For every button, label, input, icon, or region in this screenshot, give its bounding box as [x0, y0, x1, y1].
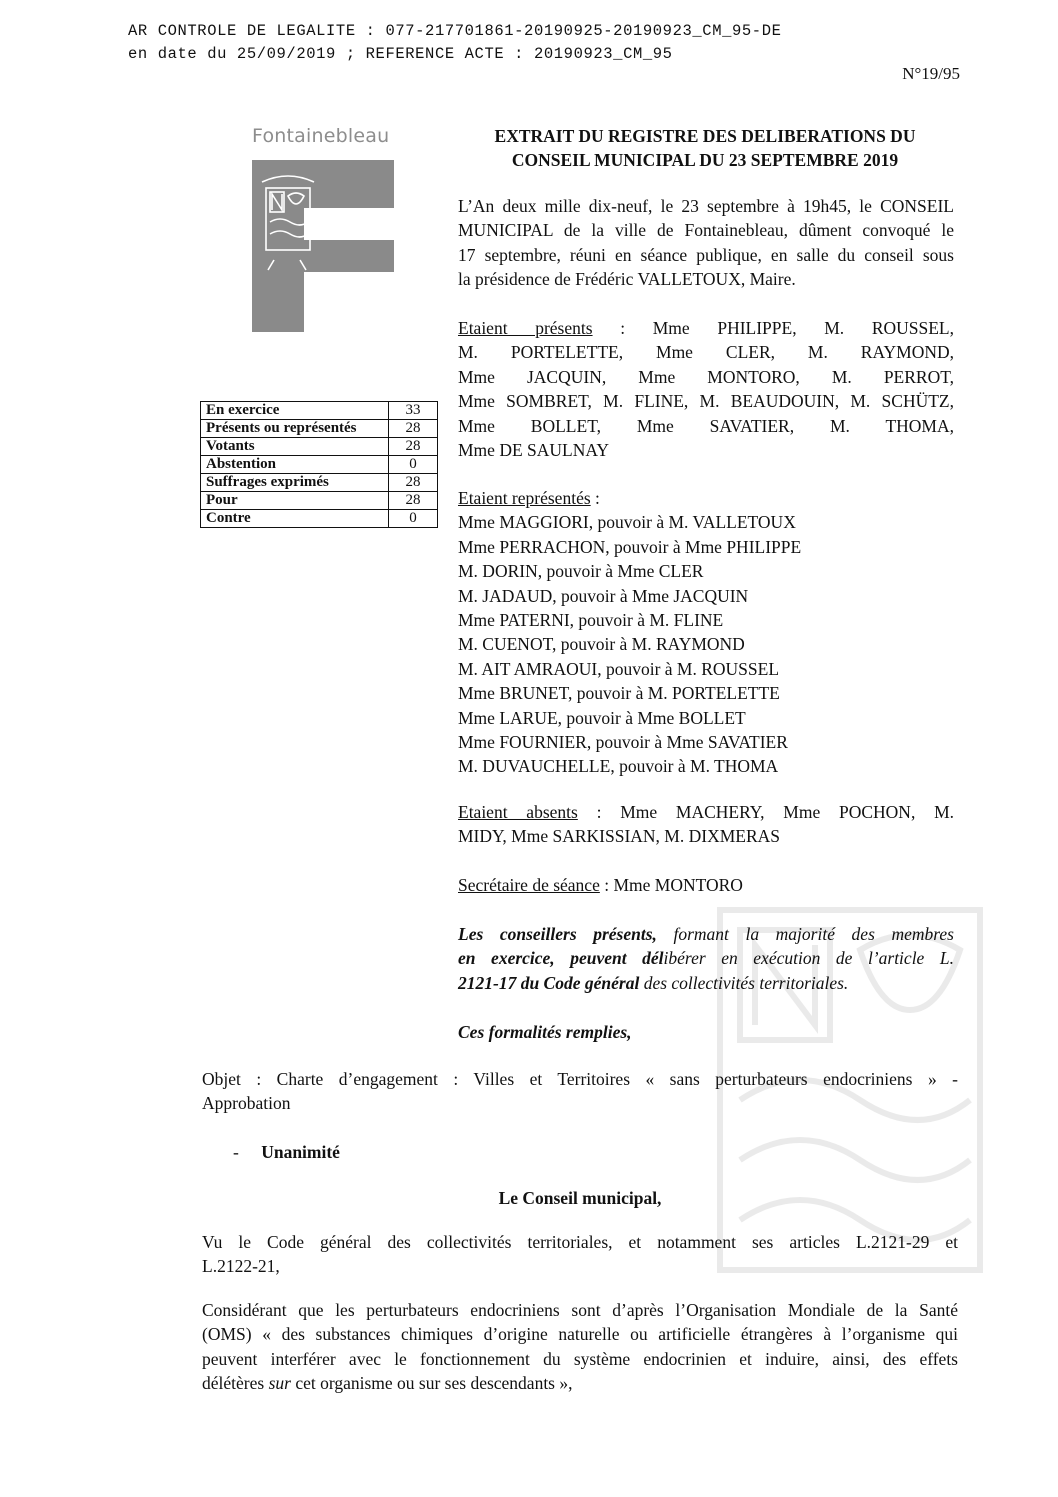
- vote-label: Abstention: [201, 456, 389, 474]
- text-line: [458, 873, 954, 897]
- text-line: Vu le Code général des collectivités territoriales, et notamment ses articles L.2121-29 et: [202, 1232, 958, 1252]
- list-item: M. DORIN, pouvoir à Mme CLER: [458, 561, 704, 582]
- list-item: Mme MAGGIORI, pouvoir à M. VALLETOUX: [458, 512, 796, 533]
- table-row: [201, 402, 438, 420]
- vote-value: 33: [389, 402, 438, 420]
- text: cet organisme ou sur ses descendants »,: [290, 1373, 573, 1394]
- italic-text: sur: [268, 1373, 291, 1394]
- text: délétères: [202, 1373, 269, 1394]
- text-line: Approbation: [202, 1093, 291, 1114]
- table-row: [201, 456, 438, 474]
- decision-label: Unanimité: [261, 1142, 340, 1162]
- label-suffix: :: [590, 488, 600, 508]
- bold-text: Les conseillers présents,: [458, 924, 657, 944]
- city-logo-text: Fontainebleau: [252, 125, 390, 147]
- represented-paragraph: [458, 486, 954, 779]
- secretary-label: Secrétaire de séance: [458, 875, 600, 895]
- text-line: [458, 486, 954, 510]
- text-line: MUNICIPAL de la ville de Fontainebleau, dûment convoqué le: [458, 220, 954, 241]
- decision-dash: -: [233, 1142, 239, 1162]
- text-line: Mme DE SAULNAY: [458, 440, 610, 461]
- list-item: M. JADAUD, pouvoir à Mme JACQUIN: [458, 585, 749, 606]
- list-item: Mme BRUNET, pouvoir à M. PORTELETTE: [458, 683, 780, 704]
- vote-value: 28: [389, 492, 438, 510]
- list-item: M. AIT AMRAOUI, pouvoir à M. ROUSSEL: [458, 658, 780, 679]
- text: des collectivités territoriales.: [639, 972, 849, 993]
- city-logo-icon: [252, 160, 394, 332]
- text: ibérer en exécution de l’article L.: [663, 948, 954, 969]
- object-paragraph: [202, 1067, 958, 1116]
- decision-line: [233, 1140, 340, 1164]
- text-line: L.2122-21,: [202, 1256, 280, 1277]
- secretary-name: : Mme MONTORO: [599, 875, 743, 895]
- intro-paragraph: [458, 194, 954, 292]
- vote-value: 28: [389, 438, 438, 456]
- text-line: Objet : Charte d’engagement : Villes et Territoires « sans perturbateurs endocriniens » -: [202, 1069, 958, 1089]
- vote-label: Suffrages exprimés: [201, 474, 389, 492]
- bold-text: 2121-17 du Code général: [458, 972, 640, 993]
- vote-value: 28: [389, 474, 438, 492]
- text: formant la majorité des membres: [656, 924, 954, 944]
- list-item: Mme FOURNIER, pouvoir à Mme SAVATIER: [458, 732, 788, 753]
- reference-line: en date du 25/09/2019 ; REFERENCE ACTE : 20190923_CM_95: [128, 45, 673, 63]
- vote-value: 0: [389, 456, 438, 474]
- document-title: [455, 124, 955, 172]
- table-row: [201, 438, 438, 456]
- vote-label: Contre: [201, 510, 389, 528]
- absents-label: Etaient absents: [458, 802, 578, 822]
- list-item: Mme LARUE, pouvoir à Mme BOLLET: [458, 707, 746, 728]
- table-row: [201, 492, 438, 510]
- absents-paragraph: [458, 800, 954, 849]
- secretary-paragraph: [458, 873, 954, 897]
- text-line: Mme BOLLET, Mme SAVATIER, M. THOMA,: [458, 415, 954, 436]
- title-line: EXTRAIT DU REGISTRE DES DELIBERATIONS DU: [494, 126, 916, 146]
- bold-text: en exercice, peuvent dél: [458, 948, 664, 969]
- text-line: (OMS) « des substances chimiques d’origine naturelle ou artificielle étrangères à l’organisme qui: [202, 1324, 958, 1345]
- list-item: M. CUENOT, pouvoir à M. RAYMOND: [458, 634, 745, 655]
- vote-results-table: [200, 401, 438, 528]
- text-line: L’An deux mille dix-neuf, le 23 septembre à 19h45, le CONSEIL: [458, 196, 954, 216]
- vu-paragraph: [202, 1230, 958, 1279]
- text-line: peuvent interférer avec le fonctionnement du système endocrinien et induire, ainsi, des effets: [202, 1348, 958, 1369]
- text-line: Mme JACQUIN, Mme MONTORO, M. PERROT,: [458, 366, 954, 387]
- text-line: [458, 800, 954, 824]
- council-heading: Le Conseil municipal,: [498, 1188, 662, 1208]
- list-item: Mme PERRACHON, pouvoir à Mme PHILIPPE: [458, 536, 802, 557]
- presents-label: Etaient présents: [458, 318, 593, 338]
- vote-label: En exercice: [201, 402, 389, 420]
- text-line: Considérant que les perturbateurs endocriniens sont d’après l’Organisation Mondiale de la Santé: [202, 1300, 958, 1320]
- absents-names: : Mme MACHERY, Mme POCHON, M.: [577, 802, 954, 822]
- text-line: 17 septembre, réuni en séance publique, en salle du conseil sous: [458, 244, 954, 265]
- vote-value: 0: [389, 510, 438, 528]
- text-line: la présidence de Frédéric VALLETOUX, Maire.: [458, 269, 796, 290]
- vote-label: Votants: [201, 438, 389, 456]
- title-line: CONSEIL MUNICIPAL DU 23 SEPTEMBRE 2019: [511, 150, 899, 170]
- text-line: [458, 316, 954, 340]
- represented-label: Etaient représentés: [458, 488, 591, 508]
- text-line: Mme SOMBRET, M. FLINE, M. BEAUDOUIN, M. SCHÜTZ,: [458, 391, 954, 412]
- list-item: Mme PATERNI, pouvoir à M. FLINE: [458, 610, 724, 631]
- text-line: M. PORTELETTE, Mme CLER, M. RAYMOND,: [458, 342, 954, 363]
- presents-names: : Mme PHILIPPE, M. ROUSSEL,: [592, 318, 954, 338]
- table-row: [201, 510, 438, 528]
- list-item: M. DUVAUCHELLE, pouvoir à M. THOMA: [458, 756, 779, 777]
- presents-paragraph: [458, 316, 954, 462]
- text-line: MIDY, Mme SARKISSIAN, M. DIXMERAS: [458, 826, 781, 847]
- formalities-line: Ces formalités remplies,: [458, 1022, 632, 1042]
- table-row: [201, 420, 438, 438]
- legal-control-line: AR CONTROLE DE LEGALITE : 077-217701861-20190925-20190923_CM_95-DE: [128, 22, 782, 40]
- deliberation-number: N°19/95: [902, 64, 960, 83]
- vote-label: Présents ou représentés: [201, 420, 389, 438]
- vote-value: 28: [389, 420, 438, 438]
- vote-label: Pour: [201, 492, 389, 510]
- text-line: [202, 1371, 958, 1395]
- table-row: [201, 474, 438, 492]
- considerant-paragraph: [202, 1298, 958, 1396]
